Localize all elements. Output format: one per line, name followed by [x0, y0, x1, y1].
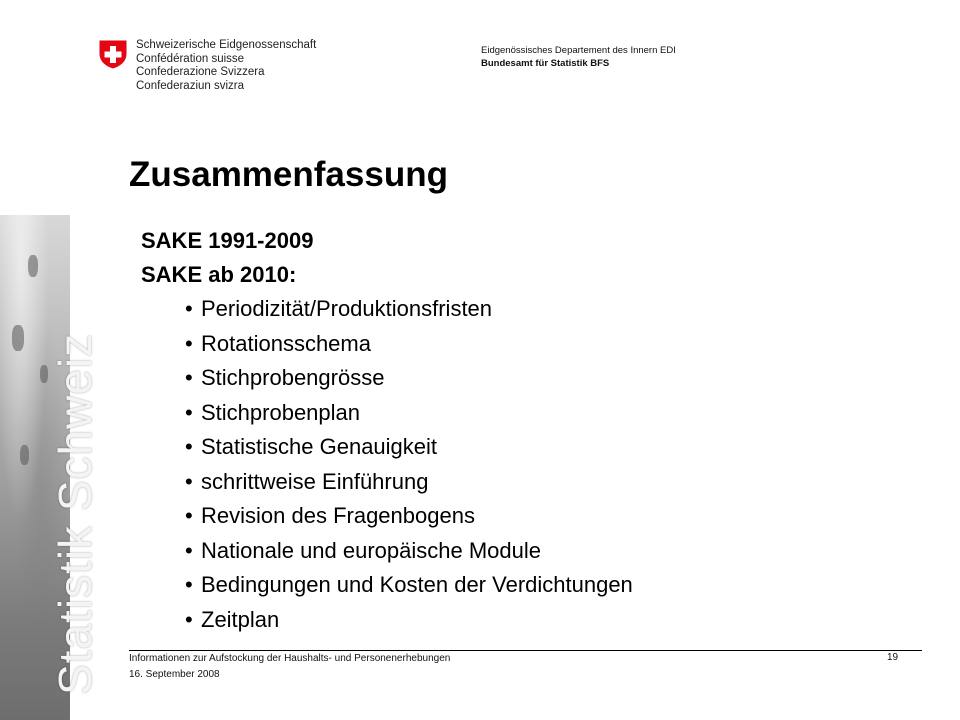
bullet-item: [185, 603, 633, 638]
bullet-text: Nationale und europäische Module: [201, 537, 542, 563]
photo-figure: [12, 325, 24, 351]
bullet-item: [185, 499, 633, 534]
bullet-item: [185, 292, 633, 327]
swiss-cross-shield-icon: [97, 38, 129, 70]
heading-sake-ab-2010: SAKE ab 2010:: [141, 262, 297, 287]
bullet-item: [185, 396, 633, 431]
page-number: 19: [887, 652, 899, 663]
bullet-dot-icon: •: [185, 606, 193, 632]
department-name: Eidgenössisches Departement des Innern EDI: [481, 45, 676, 56]
bullet-dot-icon: •: [185, 468, 193, 494]
org-line-fr: Confédération suisse: [136, 52, 245, 65]
bullet-item: [185, 430, 633, 465]
bullet-dot-icon: •: [185, 434, 193, 459]
bullet-item: [185, 327, 633, 362]
org-line-de: Schweizerische Eidgenossenschaft: [136, 39, 317, 51]
side-band-wordmark: Statistik Schweiz: [49, 332, 101, 695]
footer-divider: [129, 650, 922, 651]
office-name: Bundesamt für Statistik BFS: [481, 58, 610, 69]
bullet-item: [185, 361, 633, 396]
photo-figure: [28, 255, 38, 277]
photo-figure: [20, 445, 29, 465]
heading-sake-1991-2009: SAKE 1991-2009: [141, 228, 314, 253]
footer-date: 16. September 2008: [129, 669, 220, 680]
bullet-text: Stichprobengrösse: [201, 365, 385, 390]
bullet-item: [185, 465, 633, 500]
bullet-text: Statistische Genauigkeit: [201, 434, 438, 459]
bullet-list: [141, 292, 633, 637]
org-line-rm: Confederaziun svizra: [136, 79, 245, 92]
org-line-it: Confederazione Svizzera: [136, 66, 265, 78]
department-block: [481, 44, 676, 70]
bullet-text: schrittweise Einführung: [201, 468, 429, 494]
bullet-text: Bedingungen und Kosten der Verdichtungen: [201, 572, 633, 597]
bullet-dot-icon: •: [185, 330, 193, 356]
bullet-text: Stichprobenplan: [201, 399, 361, 425]
bullet-dot-icon: •: [185, 572, 193, 597]
footer-title: Informationen zur Aufstockung der Haushalts- und Personenerhebungen: [129, 653, 451, 664]
slide-body: [141, 224, 633, 637]
bullet-item: [185, 568, 633, 603]
photo-figure: [40, 365, 48, 383]
bullet-text: Rotationsschema: [201, 330, 371, 356]
bullet-text: Revision des Fragenbogens: [201, 503, 475, 528]
bullet-dot-icon: •: [185, 537, 193, 563]
side-photo-band: [0, 215, 101, 720]
confederation-names: [136, 39, 316, 93]
bullet-text: Zeitplan: [201, 606, 280, 632]
bullet-dot-icon: •: [185, 365, 193, 390]
bullet-dot-icon: •: [185, 296, 193, 321]
bullet-dot-icon: •: [185, 399, 193, 425]
bullet-text: Periodizität/Produktionsfristen: [201, 296, 493, 321]
bullet-dot-icon: •: [185, 503, 193, 528]
bullet-item: [185, 534, 633, 569]
slide-title: Zusammenfassung: [129, 155, 448, 194]
